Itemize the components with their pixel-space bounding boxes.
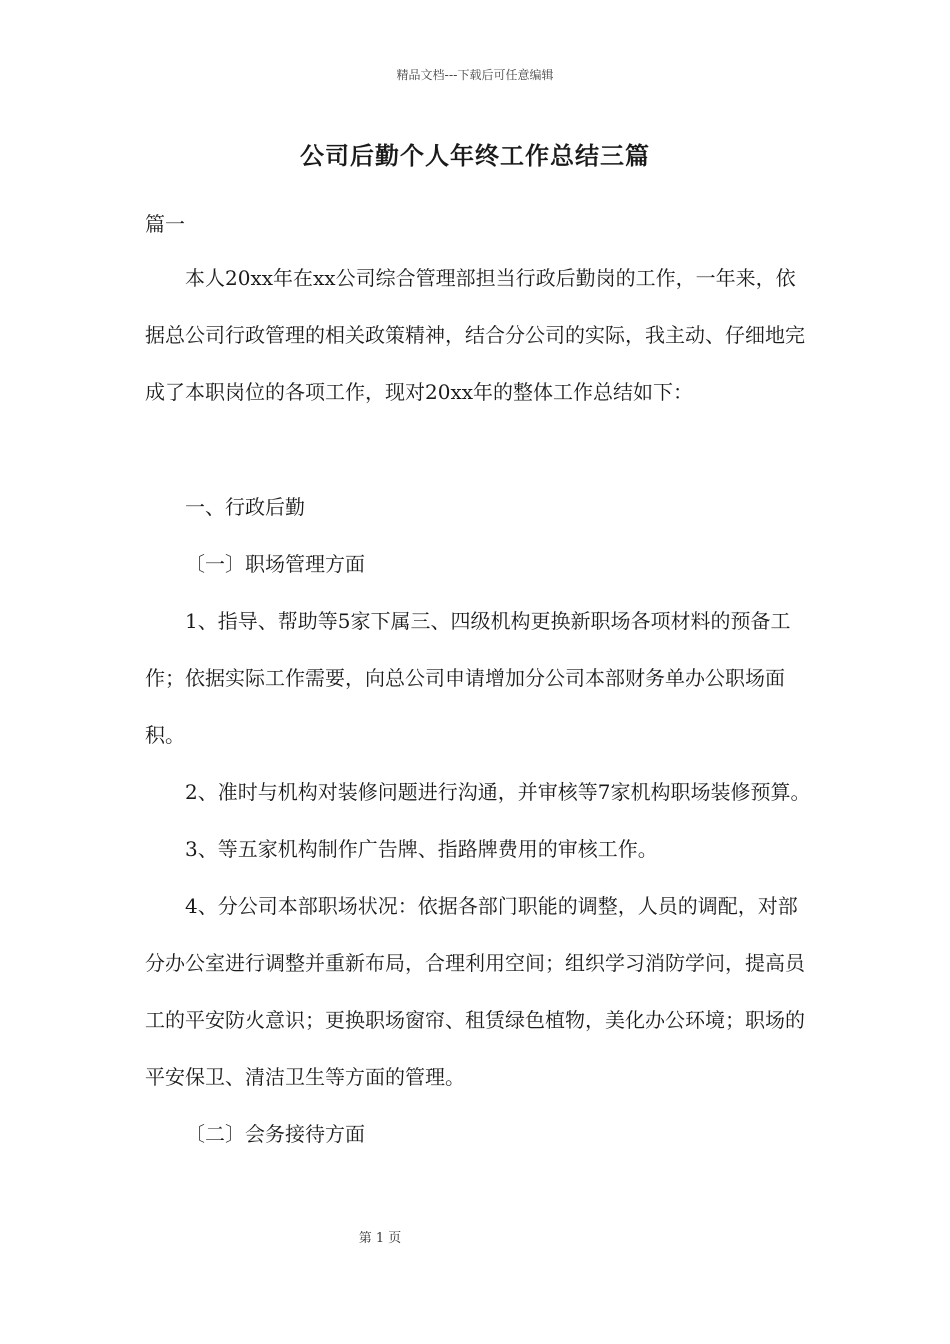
subheading-meeting-reception: 〔二〕会务接待方面 <box>185 1122 365 1146</box>
paragraph-intro: 本人20xx年在xx公司综合管理部担当行政后勤岗的工作，一年来，依据总公司行政管理的相关政策精神，结合分公司的实际，我主动、仔细地完成了本职岗位的各项工作，现对20xx年的整体工作总结如下： <box>145 266 805 404</box>
paragraph-item-4: 4、分公司本部职场状况：依据各部门职能的调整，人员的调配，对部分办公室进行调整并重新布局，合理利用空间；组织学习消防学问，提高员工的平安防火意识；更换职场窗帘、租赁绿色植物，美化办公环境；职场的平安保卫、清洁卫生等方面的管理。 <box>145 894 805 1089</box>
document-title: 公司后勤个人年终工作总结三篇 <box>300 142 650 170</box>
page-number: 第 1 页 <box>358 1231 402 1246</box>
paragraph-item-3: 3、等五家机构制作广告牌、指路牌费用的审核工作。 <box>185 837 658 861</box>
document-body <box>145 250 815 421</box>
paragraph-item-1: 1、指导、帮助等5家下属三、四级机构更换新职场各项材料的预备工作；依据实际工作需要，向总公司申请增加分公司本部财务单办公职场面积。 <box>145 609 791 747</box>
subheading-workplace-management: 〔一〕职场管理方面 <box>185 552 365 576</box>
document-body-continued <box>145 479 815 1163</box>
page-header-watermark: 精品文档---下载后可任意编辑 <box>396 68 554 82</box>
heading-admin-logistics: 一、行政后勤 <box>185 495 305 519</box>
section-label: 篇一 <box>145 212 185 236</box>
paragraph-item-2: 2、准时与机构对装修问题进行沟通，并审核等7家机构职场装修预算。 <box>185 780 811 804</box>
